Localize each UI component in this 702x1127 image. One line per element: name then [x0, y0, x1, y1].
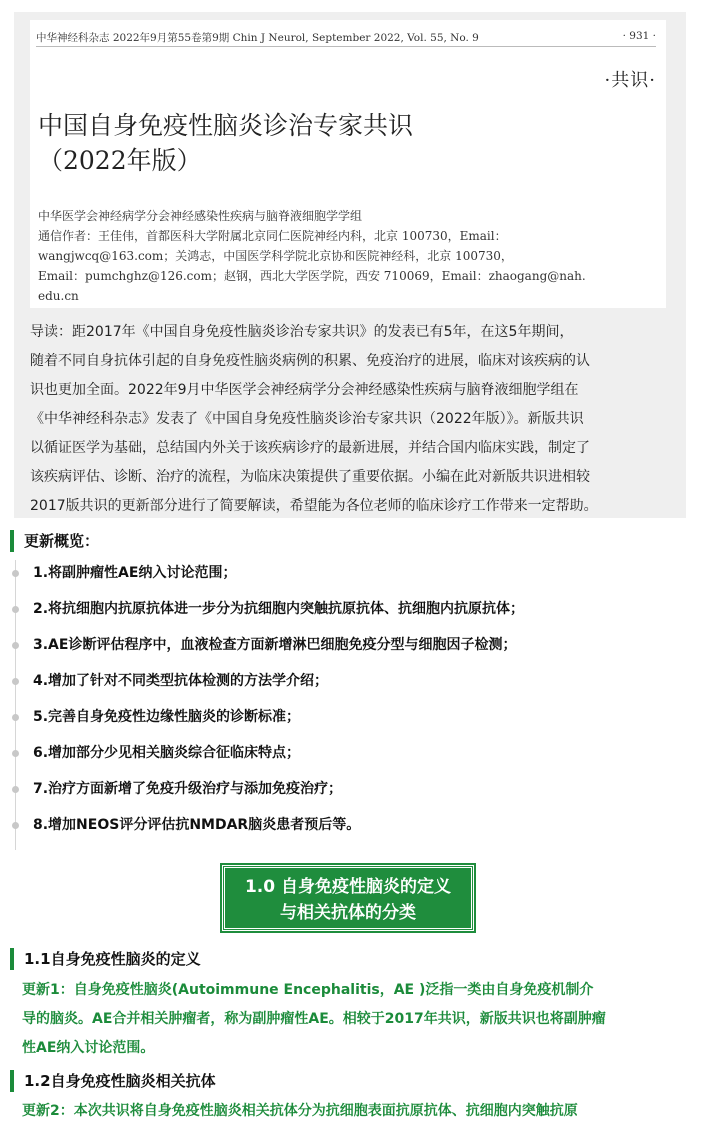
author-line: 中华医学会神经病学分会神经感染性疾病与脑脊液细胞学学组	[38, 209, 363, 223]
paper-title: 中国自身免疫性脑炎诊治专家共识	[38, 111, 414, 140]
update-item-text: 6.增加部分少见相关脑炎综合征临床特点；	[33, 745, 301, 761]
header-divider	[36, 46, 656, 47]
section-banner-title: 1.0 自身免疫性脑炎的定义	[244, 877, 452, 897]
bullet-dot-icon	[12, 822, 19, 829]
paragraph-line: 更新1：自身免疫性脑炎(Autoimmune Encephalitis，AE )泛指一类由自身免疫机制介	[22, 982, 594, 998]
update-item-text: 8.增加NEOS评分评估抗NMDAR脑炎患者预后等。	[33, 817, 361, 833]
section-heading-1-2: 1.2自身免疫性脑炎相关抗体	[10, 1070, 216, 1092]
section-heading-1-1: 1.1自身免疫性脑炎的定义	[10, 948, 201, 970]
update-item	[0, 594, 690, 630]
intro-line: 识也更加全面。2022年9月中华医学会神经病学分会神经感染性疾病与脑脊液细胞学组在	[30, 382, 579, 398]
paragraph-line: 性AE纳入讨论范围。	[22, 1040, 155, 1056]
update-item	[0, 666, 690, 702]
section-tag: ·共识·	[604, 70, 656, 91]
bullet-dot-icon	[12, 750, 19, 757]
intro-line: 2017版共识的更新部分进行了简要解读，希望能为各位老师的临床诊疗工作带来一定帮助。	[30, 498, 598, 514]
paragraph-line: 更新2：本次共识将自身免疫性脑炎相关抗体分为抗细胞表面抗原抗体、抗细胞内突触抗原	[22, 1103, 578, 1119]
section-banner-subtitle: 与相关抗体的分类	[280, 903, 416, 923]
update-item	[0, 774, 690, 810]
paragraph-line: 导的脑炎。AE合并相关肿瘤者，称为副肿瘤性AE。相较于2017年共识，新版共识也将副肿瘤	[22, 1011, 606, 1027]
bullet-dot-icon	[12, 642, 19, 649]
author-line: edu.cn	[38, 289, 79, 303]
update-item-text: 5.完善自身免疫性边缘性脑炎的诊断标准；	[33, 709, 301, 725]
page-number: · 931 ·	[622, 30, 656, 42]
update-2-paragraph	[22, 1097, 682, 1126]
bullet-dot-icon	[12, 570, 19, 577]
paper-title-edition: （2022年版）	[38, 146, 202, 175]
update-item-text: 1.将副肿瘤性AE纳入讨论范围；	[33, 565, 237, 581]
bullet-dot-icon	[12, 606, 19, 613]
journal-citation: 中华神经科杂志 2022年9月第55卷第9期 Chin J Neurol, September 2022, Vol. 55, No. 9	[36, 32, 479, 44]
update-item	[0, 630, 690, 666]
author-line: Email：pumchghz@126.com；赵钢，西北大学医学院，西安 710069，Email：zhaogang@nah.	[38, 269, 586, 283]
intro-line: 以循证医学为基础，总结国内外关于该疾病诊疗的最新进展，并结合国内临床实践，制定了	[30, 440, 590, 456]
intro-line: 随着不同自身抗体引起的自身免疫性脑炎病例的积累、免疫治疗的进展，临床对该疾病的认	[30, 353, 590, 369]
update-item-text: 2.将抗细胞内抗原抗体进一步分为抗细胞内突触抗原抗体、抗细胞内抗原抗体；	[33, 601, 525, 617]
bullet-dot-icon	[12, 714, 19, 721]
author-line: wangjwcq@163.com；关鸿志，中国医学科学院北京协和医院神经科，北京 100730，	[38, 249, 513, 263]
bullet-dot-icon	[12, 678, 19, 685]
intro-line: 该疾病评估、诊断、治疗的流程，为临床决策提供了重要依据。小编在此对新版共识进相较	[30, 469, 590, 485]
author-block	[38, 206, 586, 306]
update-item	[0, 738, 690, 774]
update-item-text: 4.增加了针对不同类型抗体检测的方法学介绍；	[33, 673, 329, 689]
intro-line: 《中华神经科杂志》发表了《中国自身免疫性脑炎诊治专家共识（2022年版）》。新版共识	[30, 411, 584, 427]
section-banner	[222, 865, 474, 931]
update-item	[0, 810, 690, 846]
update-item	[0, 558, 690, 594]
intro-paragraph	[30, 318, 670, 521]
update-1-paragraph	[22, 976, 682, 1063]
update-item	[0, 702, 690, 738]
bullet-dot-icon	[12, 786, 19, 793]
author-line: 通信作者：王佳伟，首都医科大学附属北京同仁医院神经内科，北京 100730，Email：	[38, 229, 507, 243]
update-item-text: 3.AE诊断评估程序中，血液检查方面新增淋巴细胞免疫分型与细胞因子检测；	[33, 637, 517, 653]
intro-line: 导读：距2017年《中国自身免疫性脑炎诊治专家共识》的发表已有5年，在这5年期间，	[30, 324, 574, 340]
update-item-text: 7.治疗方面新增了免疫升级治疗与添加免疫治疗；	[33, 781, 343, 797]
overview-heading: 更新概览：	[10, 530, 99, 552]
